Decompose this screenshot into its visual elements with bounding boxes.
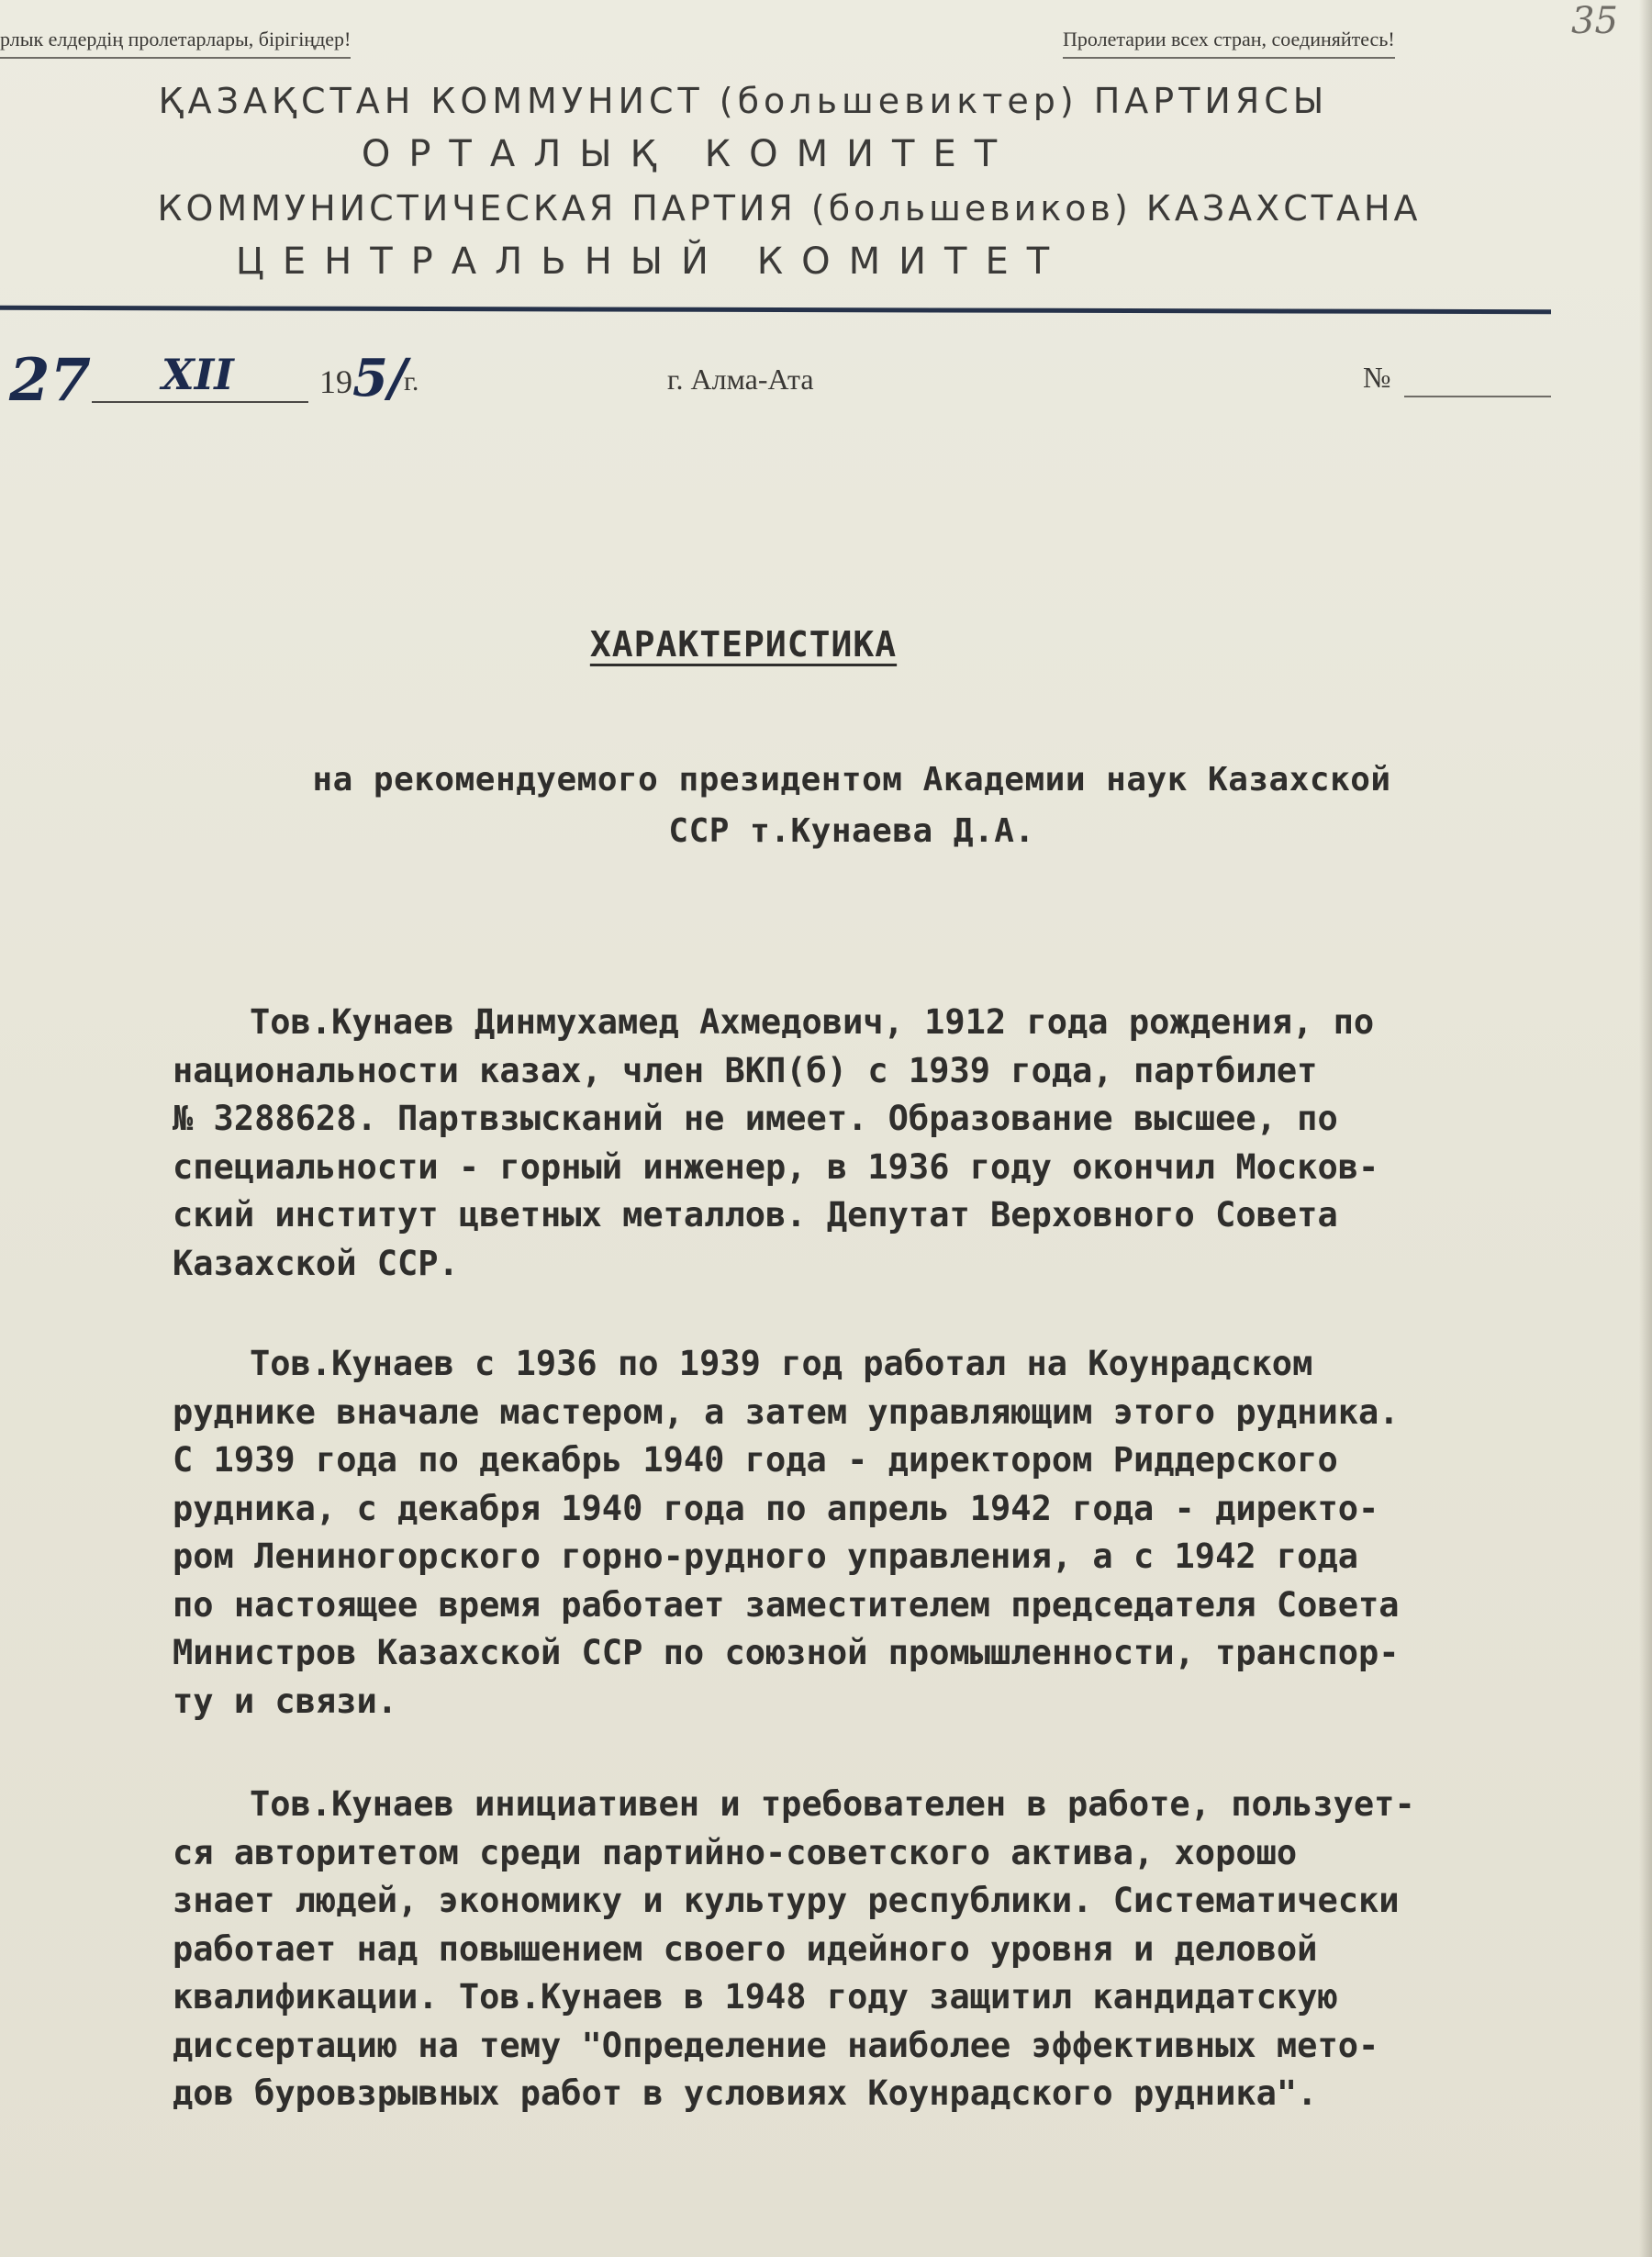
paragraph-career <box>173 1340 1577 1726</box>
text-line: № 3288628. Партвзысканий не имеет. Образование высшее, по <box>173 1099 1338 1138</box>
year-printed: 19 <box>319 363 352 400</box>
archive-folio-number: 35 <box>1571 0 1618 42</box>
text-line: С 1939 года по декабрь 1940 года - директором Риддерского <box>173 1440 1338 1480</box>
text-line: работает над повышением своего идейного уровня и деловой <box>173 1928 1318 1969</box>
handwritten-year: 5/ <box>352 348 407 408</box>
text-line: Казахской ССР. <box>173 1243 459 1283</box>
text-line: Тов.Кунаев Динмухамед Ахмедович, 1912 года рождения, по <box>250 1002 1375 1042</box>
paragraph-biography <box>173 999 1577 1288</box>
letterhead-committee-ru: ЦЕНТРАЛЬНЫЙ КОМИТЕТ <box>235 240 1068 283</box>
date-underline <box>92 401 308 403</box>
text-line: по настоящее время работает заместителем председателя Совета <box>173 1584 1400 1625</box>
text-line: Министров Казахской ССР по союзной промышленности, транспор- <box>173 1633 1400 1672</box>
text-line: дов буровзрывных работ в условиях Коунрадского рудника". <box>173 2073 1318 2113</box>
date-row <box>0 346 1652 427</box>
letterhead-party-ru: КОММУНИСТИЧЕСКАЯ ПАРТИЯ (большевиков) КАЗАХСТАНА <box>157 188 1422 229</box>
subtitle-line: на рекомендуемого президентом Академии наук Казахской <box>312 761 1391 799</box>
handwritten-month: XII <box>162 350 234 399</box>
handwritten-day: 27 <box>9 346 92 415</box>
letterhead-party-kz: ҚАЗАҚСТАН КОММУНИСТ (большевиктер) ПАРТИЯСЫ <box>158 81 1329 121</box>
text-line: диссертацию на тему "Определение наиболее эффективных мето- <box>173 2025 1379 2065</box>
letterhead-divider <box>0 306 1551 314</box>
number-label: № <box>1363 361 1391 394</box>
text-line: ром Лениногорского горно-рудного управления, а с 1942 года <box>173 1536 1359 1576</box>
city-label: г. Алма-Ата <box>667 363 814 396</box>
text-line: специальности - горный инженер, в 1936 году окончил Москов- <box>173 1146 1379 1187</box>
text-line: ту и связи. <box>173 1681 398 1721</box>
slogan-russian: Пролетарии всех стран, соединяйтесь! <box>1063 28 1395 59</box>
document-subtitle <box>209 754 1494 857</box>
letterhead-committee-kz: ОРТАЛЫҚ КОМИТЕТ <box>361 133 1016 175</box>
text-line: ский институт цветных металлов. Депутат Верховного Совета <box>173 1195 1338 1235</box>
text-line: руднике вначале мастером, а затем управляющим этого рудника. <box>173 1391 1400 1432</box>
paragraph-assessment <box>173 1781 1577 2118</box>
page-edge-shadow <box>1639 0 1652 2257</box>
slogan-kazakh: рлык елдердің пролетарлары, бірігіңдер! <box>0 28 351 59</box>
text-line: Тов.Кунаев инициативен и требователен в работе, пользует- <box>250 1784 1415 1824</box>
year-suffix: г. <box>404 366 419 397</box>
text-line: Тов.Кунаев с 1936 по 1939 год работал на Коунрадском <box>250 1344 1313 1383</box>
subtitle-line: ССР т.Кунаева Д.А. <box>668 812 1035 850</box>
number-field-line <box>1404 396 1551 397</box>
text-line: рудника, с декабря 1940 года по апрель 1942 года - директо- <box>173 1488 1379 1528</box>
text-line: знает людей, экономику и культуру республики. Систематически <box>173 1881 1400 1920</box>
document-title: ХАРАКТЕРИСТИКА <box>589 624 898 665</box>
text-line: ся авторитетом среди партийно-советского актива, хорошо <box>173 1832 1298 1872</box>
text-line: квалификации. Тов.Кунаев в 1948 году защитил кандидатскую <box>173 1977 1338 2017</box>
text-line: национальности казах, член ВКП(б) с 1939 года, партбилет <box>173 1050 1318 1090</box>
